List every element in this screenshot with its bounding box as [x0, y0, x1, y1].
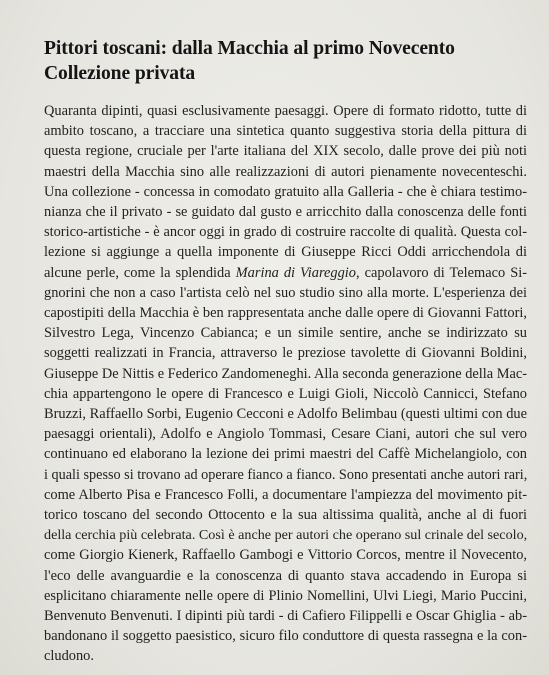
text-line: della cerchia più celebrata. Così è anche per autori che operano sul crinale del secolo,	[44, 527, 528, 544]
text-line: bandonano il soggetto paesistico, sicuro filo conduttore di questa rassegna e la con-	[44, 628, 527, 645]
text-line: ambito toscano, a tracciare una sintetica quanto suggestiva storia della pittura di	[44, 123, 527, 140]
text-line: soggetti realizzati in Francia, attraverso le preziose tavolette di Giovanni Boldini,	[44, 345, 527, 362]
text-line: come Alberto Pisa e Francesco Folli, a documentare l'ampiezza del movimento pit-	[44, 486, 527, 503]
text-fragment: , capolavoro di Telemaco Si-	[356, 264, 527, 281]
text-line: questa regione, cruciale per l'arte italiana del XIX secolo, dalle prove dei più noti	[44, 143, 527, 160]
text-line: gnorini che non a caso l'artista celò nel suo studio sino alla morte. L'esperienza dei	[44, 284, 527, 301]
text-line: i quali spesso si trovano ad operare fianco a fianco. Sono presentati anche autori rari,	[44, 466, 528, 483]
text-line: Quaranta dipinti, quasi esclusivamente paesaggi. Opere di formato ridotto, tutte di	[44, 103, 527, 119]
text-line: paesaggi orientali), Adolfo e Angiolo Tommasi, Cesare Ciani, autori che sul vero	[44, 426, 527, 443]
text-line: maestri della Macchia sino alle realizzazioni di autori pienamente novecenteschi.	[44, 163, 527, 180]
document-title	[44, 36, 527, 86]
text-line: Una collezione - concessa in comodato gratuito alla Galleria - che è chiara testimo-	[44, 183, 527, 200]
text-fragment: alcune perle, come la splendida	[44, 264, 231, 281]
artwork-title: Marina di Viareggio	[235, 264, 356, 281]
text-line: Bruzzi, Raffaello Sorbi, Eugenio Cecconi e Adolfo Belimbau (questi ultimi con due	[44, 406, 527, 423]
text-line: l'eco delle avanguardie e la conoscenza di quanto stava accadendo in Europa si	[44, 567, 527, 584]
text-line-last: cludono.	[44, 648, 94, 665]
title-line-2: Collezione privata	[44, 63, 196, 84]
text-line: lezione si aggiunge a quella imponente di Giuseppe Ricci Oddi arricchendola di	[44, 244, 527, 261]
text-line: capostipiti della Macchia è ben rappresentata anche dalle opere di Giovanni Fattori,	[44, 305, 527, 322]
text-line: nianza che il privato - se guidato dal gusto e arricchito dalla conoscenza delle fonti	[44, 204, 527, 221]
text-line: Benvenuto Benvenuti. I dipinti più tardi - di Cafiero Filippelli e Oscar Ghiglia - ab-	[44, 608, 527, 625]
text-line: continuano ed elaborano la lezione dei primi maestri del Caffè Michelangiolo, con	[44, 446, 527, 463]
text-line: torico toscano del secondo Ottocento e la sua altissima qualità, anche al di fuori	[44, 507, 527, 524]
text-line: come Giorgio Kienerk, Raffaello Gambogi e Vittorio Corcos, mentre il Novecento,	[44, 547, 527, 564]
text-line: Silvestro Lega, Vincenzo Cabianca; e un simile sentire, anche se indirizzato su	[44, 325, 527, 342]
title-line-1: Pittori toscani: dalla Macchia al primo Novecento	[44, 38, 455, 59]
text-line-with-italic	[44, 263, 527, 283]
text-line: Giuseppe De Nittis e Federico Zandomeneghi. Alla seconda generazione della Mac-	[44, 365, 527, 382]
text-line: chia appartengono le opere di Francesco e Luigi Gioli, Niccolò Cannicci, Stefano	[44, 385, 527, 402]
text-line: esplicitano chiaramente nelle opere di Plinio Nomellini, Ulvi Liegi, Mario Puccini,	[44, 587, 527, 604]
text-line: storico-artistiche - è ancor oggi in grado di costruire raccolte di qualità. Questa col-	[44, 224, 527, 241]
body-text	[44, 101, 527, 667]
